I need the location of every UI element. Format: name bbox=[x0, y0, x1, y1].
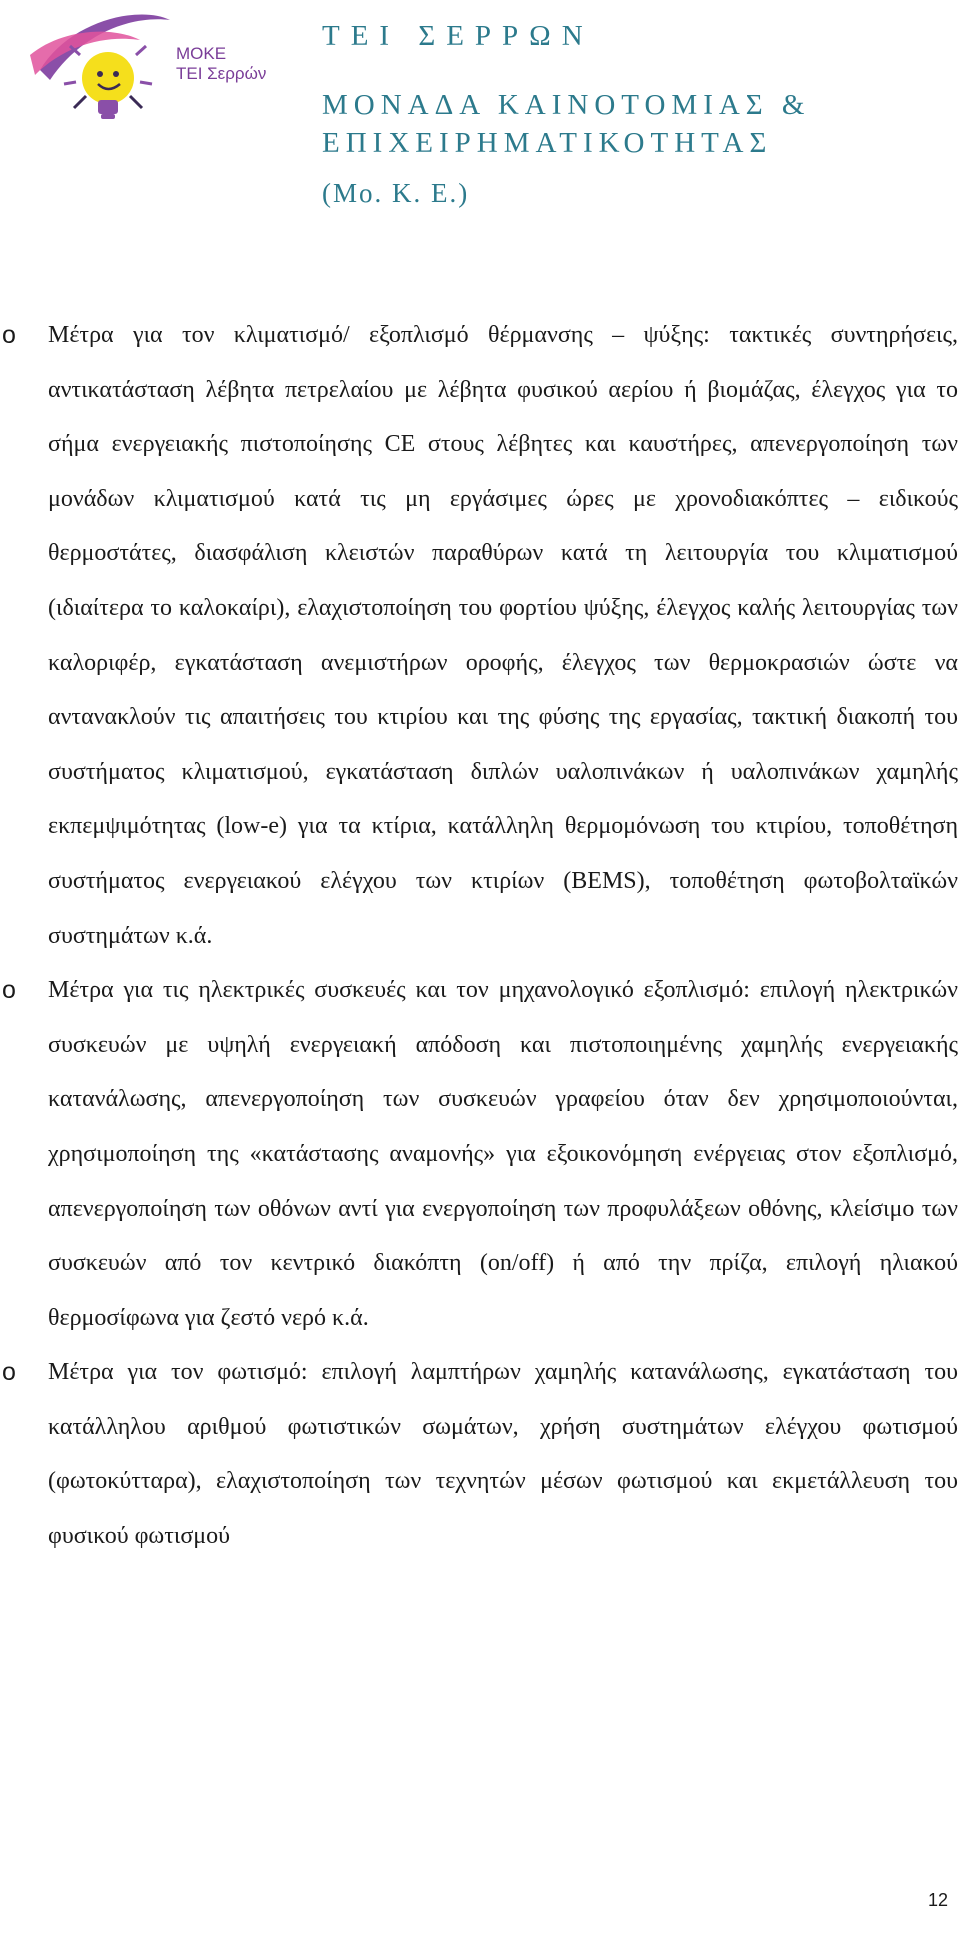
unit-abbreviation: (Μο. Κ. Ε.) bbox=[322, 178, 470, 208]
logo-caption: ΜΟΚΕ ΤΕΙ Σερρών bbox=[176, 44, 267, 83]
unit-title-line-2: ΕΠΙΧΕΙΡΗΜΑΤΙΚΟΤΗΤΑΣ bbox=[322, 127, 773, 159]
moke-logo bbox=[30, 0, 300, 140]
institution-title: ΤΕΙ ΣΕΡΡΩΝ bbox=[322, 20, 594, 52]
list-item-text: Μέτρα για τις ηλεκτρικές συσκευές και τον μηχανολογικό εξοπλισμό: επιλογή ηλεκτρικών συσκευών με υψηλή ενεργειακή απόδοση και πιστοποιημένης χαμηλής ενεργειακής κατανάλωσης, απενεργοποίηση των συσκευών γραφείου όταν δεν χρησιμοποιούνται, χρησιμοποίηση της «κατάστασης αναμονής» για εξοικονόμηση ενέργειας στον εξοπλισμό, απενεργοποίηση των οθόνων αντί για ενεργοποίηση των προφυλάξεων οθόνης, κλείσιμο των συσκευών από τον κεντρικό διακόπτη (on/off) ή από την πρίζα, επιλογή ηλιακού θερμοσίφωνα για ζεστό νερό κ.ά. bbox=[48, 977, 958, 1331]
unit-title bbox=[322, 86, 942, 162]
page-header bbox=[0, 0, 960, 230]
list-item bbox=[0, 1345, 958, 1563]
document-body bbox=[0, 308, 960, 1564]
page-number: 12 bbox=[927, 1890, 948, 1910]
list-item bbox=[0, 963, 958, 1345]
list-item bbox=[0, 308, 958, 963]
unit-title-line-1: ΜΟΝΑΔΑ ΚΑΙΝΟΤΟΜΙΑΣ & bbox=[322, 89, 811, 121]
bullet-icon: o bbox=[2, 976, 16, 1005]
list-item-text: Μέτρα για τον φωτισμό: επιλογή λαμπτήρων χαμηλής κατανάλωσης, εγκατάσταση του κατάλληλου αριθμού φωτιστικών σωμάτων, χρήση συστημάτων ελέγχου φωτισμού (φωτοκύτταρα), ελαχιστοποίηση των τεχνητών μέσων φωτισμού και εκμετάλλευση του φυσικού φωτισμού bbox=[48, 1359, 958, 1550]
bullet-icon: o bbox=[2, 321, 16, 349]
bullet-icon: o bbox=[2, 1358, 16, 1387]
list-item-text: Μέτρα για τον κλιματισμό/ εξοπλισμό θέρμανσης – ψύξης: τακτικές συντηρήσεις, αντικατάσταση λέβητα πετρελαίου με λέβητα φυσικού αερίου ή βιομάζας, έλεγχος για το σήμα ενεργειακής πιστοποίησης CE στους λέβητες και καυστήρες, απενεργοποίηση των μονάδων κλιματισμού κατά τις μη εργάσιμες ώρες με χρονοδιακόπτες – ειδικούς θερμοστάτες, διασφάλιση κλειστών παραθύρων κατά τη λειτουργία του κλιματισμού (ιδιαίτερα το καλοκαίρι), ελαχιστοποίηση του φορτίου ψύξης, έλεγχος καλής λειτουργίας των καλοριφέρ, εγκατάσταση ανεμιστήρων οροφής, έλεγχος των θερμοκρασιών ώστε να αντανακλούν τις απαιτήσεις του κτιρίου και της φύσης της εργασίας, τακτική διακοπή του συστήματος κλιματισμού, εγκατάσταση διπλών υαλοπινάκων ή υαλοπινάκων χαμηλής εκπεμψιμότητας (low-e) για τα κτίρια, κατάλληλη θερμομόνωση του κτιρίου, τοποθέτηση συστήματος ενεργειακού ελέγχου των κτιρίων (BEMS), τοποθέτηση φωτοβολταϊκών συστημάτων κ.ά. bbox=[48, 322, 958, 949]
